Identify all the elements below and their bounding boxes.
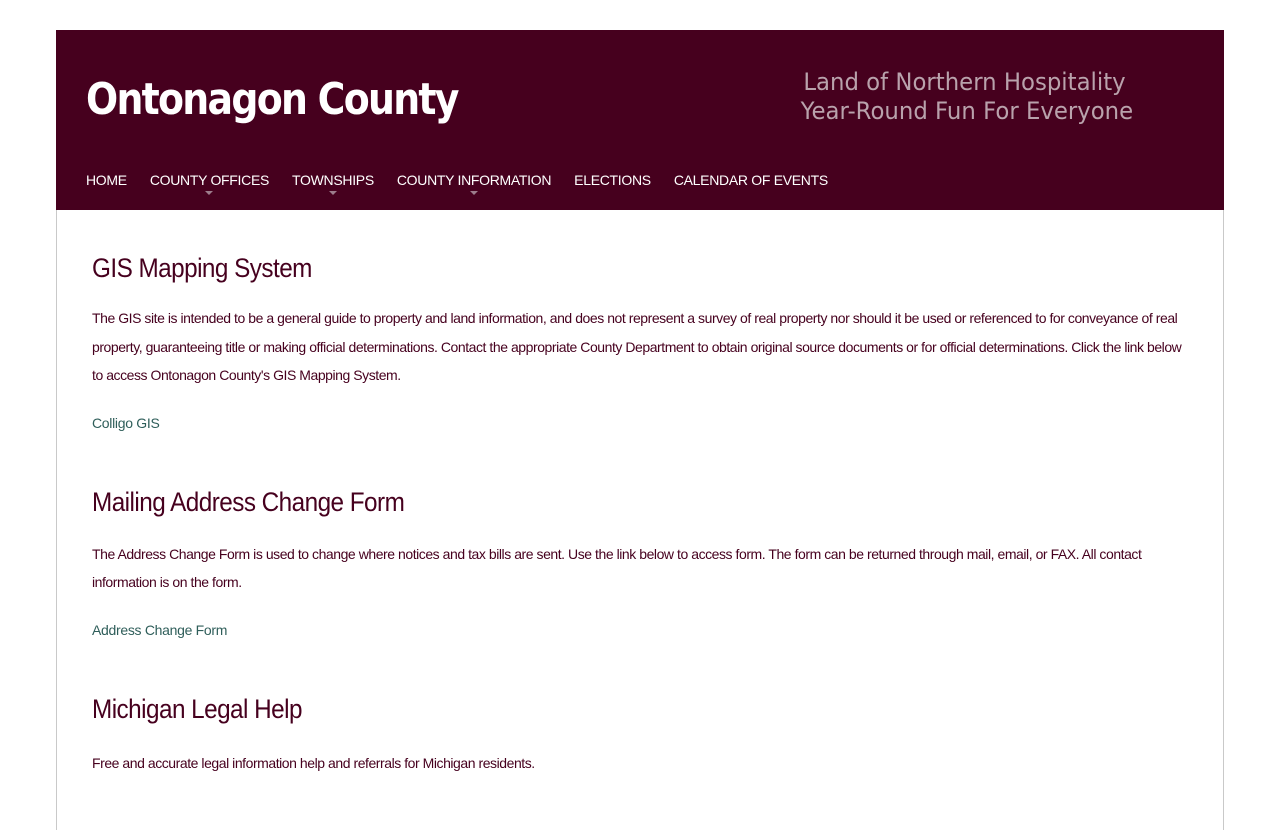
section-body: The GIS site is intended to be a general guide to property and land information, and does not represent a survey of real property nor should it be used or referenced to for conveyance of real property, guaranteeing title or making official determinations. Contact the appropriate County Department to obtain original source documents or for official determinations. Click the link below to access Ontonagon County's GIS Mapping System.	[92, 310, 1182, 383]
nav-item-calendar-of-events[interactable]	[674, 170, 828, 190]
nav-item-label: HOME	[86, 172, 127, 188]
nav-item-county-information[interactable]	[397, 170, 551, 190]
site-header	[56, 30, 1224, 210]
section-heading: Mailing Address Change Form	[92, 486, 405, 517]
section-heading: Michigan Legal Help	[92, 693, 302, 724]
site-title[interactable]: Ontonagon County	[86, 74, 458, 125]
nav-item-label: COUNTY OFFICES	[149, 172, 270, 188]
section-heading: GIS Mapping System	[92, 253, 312, 283]
main-nav	[86, 170, 851, 190]
nav-item-elections[interactable]	[574, 170, 651, 190]
section-body: The Address Change Form is used to change where notices and tax bills are sent. Use the link below to access form. The form can be returned through mail, email, or FAX. All contact information is on the form.	[92, 545, 1142, 590]
nav-item-label: COUNTY INFORMATION	[396, 172, 552, 188]
nav-item-county-offices[interactable]	[150, 170, 269, 190]
section-address-change	[92, 484, 1188, 640]
nav-item-label: ELECTIONS	[574, 172, 651, 188]
section-gis-mapping	[92, 250, 1188, 433]
address-change-form-link[interactable]: Address Change Form	[92, 621, 228, 638]
dropdown-caret-icon	[470, 191, 478, 195]
nav-item-home[interactable]	[86, 170, 127, 190]
page-container	[56, 30, 1224, 830]
site-tagline	[800, 68, 1134, 126]
dropdown-caret-icon	[205, 191, 213, 195]
main-content	[57, 210, 1223, 777]
nav-item-townships[interactable]	[292, 170, 374, 190]
colligo-gis-link[interactable]: Colligo GIS	[92, 414, 160, 431]
nav-item-label: CALENDAR OF EVENTS	[673, 172, 828, 188]
tagline-line-1: Land of Northern Hospitality	[803, 68, 1126, 96]
section-body: Free and accurate legal information help and referrals for Michigan residents.	[92, 754, 535, 771]
tagline-line-2: Year-Round Fun For Everyone	[800, 97, 1134, 125]
section-michigan-legal-help	[92, 691, 1188, 778]
nav-item-label: TOWNSHIPS	[292, 172, 374, 188]
dropdown-caret-icon	[329, 191, 337, 195]
